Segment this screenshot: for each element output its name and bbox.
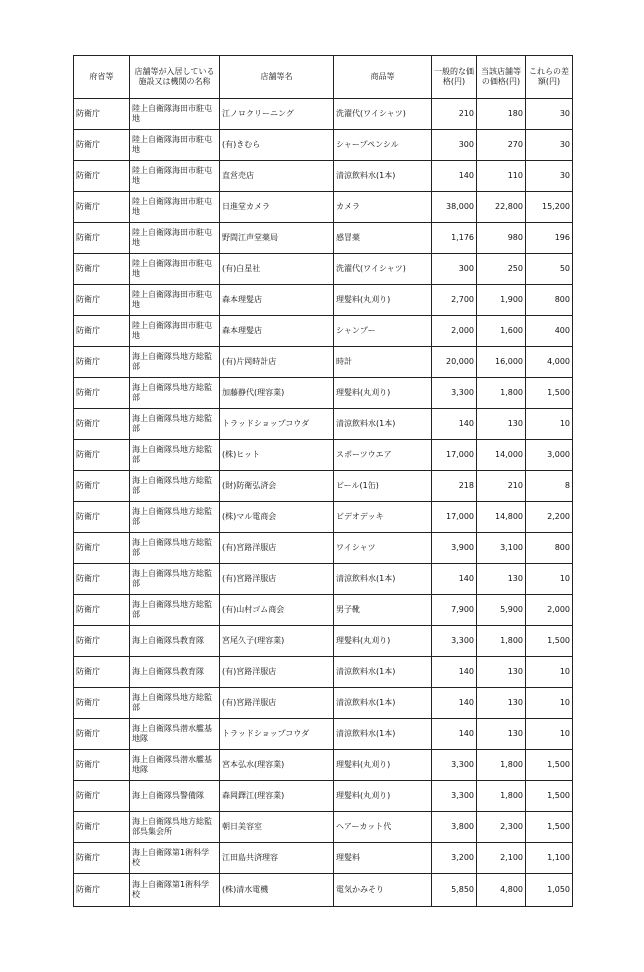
cell-store: 宮尾久子(理容業)	[220, 626, 334, 657]
cell-facility: 海上自衛隊呉警備隊	[130, 781, 220, 812]
cell-product: シャープペンシル	[334, 130, 432, 161]
cell-store-price: 210	[477, 471, 526, 502]
cell-store: (有)宮路洋服店	[220, 564, 334, 595]
table-row	[74, 595, 573, 626]
cell-general-price: 38,000	[432, 192, 477, 223]
cell-facility: 海上自衛隊第1術科学校	[130, 874, 220, 907]
cell-product: 理髪料	[334, 843, 432, 874]
cell-store-price: 16,000	[477, 347, 526, 378]
cell-ministry: 防衛庁	[74, 223, 130, 254]
cell-facility: 海上自衛隊呉地方総監部	[130, 688, 220, 719]
cell-general-price: 3,300	[432, 750, 477, 781]
cell-ministry: 防衛庁	[74, 564, 130, 595]
cell-product: ビール(1缶)	[334, 471, 432, 502]
cell-store: (株)清水電機	[220, 874, 334, 907]
cell-facility: 陸上自衛隊海田市駐屯地	[130, 316, 220, 347]
cell-facility: 海上自衛隊第1術科学校	[130, 843, 220, 874]
cell-store-price: 1,900	[477, 285, 526, 316]
cell-facility: 陸上自衛隊海田市駐屯地	[130, 254, 220, 285]
cell-store: 江田島共済理容	[220, 843, 334, 874]
cell-general-price: 20,000	[432, 347, 477, 378]
cell-facility: 海上自衛隊呉地方総監部	[130, 347, 220, 378]
cell-store: 森岡鐸江(理容業)	[220, 781, 334, 812]
cell-product: ワイシャツ	[334, 533, 432, 564]
cell-ministry: 防衛庁	[74, 316, 130, 347]
cell-store-price: 130	[477, 657, 526, 688]
cell-store-price: 4,800	[477, 874, 526, 907]
cell-store-price: 250	[477, 254, 526, 285]
cell-difference: 196	[526, 223, 573, 254]
table-row	[74, 719, 573, 750]
cell-general-price: 140	[432, 409, 477, 440]
cell-difference: 30	[526, 130, 573, 161]
col-header-store-price: 当該店舗等の価格(円)	[477, 56, 526, 99]
cell-product: 清涼飲料水(1本)	[334, 688, 432, 719]
cell-product: ヘアーカット代	[334, 812, 432, 843]
cell-difference: 1,500	[526, 378, 573, 409]
cell-facility: 海上自衛隊呉潜水艦基地隊	[130, 750, 220, 781]
cell-product: ビデオデッキ	[334, 502, 432, 533]
cell-store-price: 3,100	[477, 533, 526, 564]
cell-store: 森本理髪店	[220, 285, 334, 316]
cell-store-price: 1,800	[477, 750, 526, 781]
cell-difference: 3,000	[526, 440, 573, 471]
table-row	[74, 440, 573, 471]
cell-facility: 海上自衛隊呉地方総監部	[130, 378, 220, 409]
cell-store: (有)宮路洋服店	[220, 688, 334, 719]
table-row	[74, 285, 573, 316]
cell-ministry: 防衛庁	[74, 99, 130, 130]
cell-difference: 10	[526, 409, 573, 440]
cell-difference: 15,200	[526, 192, 573, 223]
cell-store-price: 130	[477, 409, 526, 440]
cell-ministry: 防衛庁	[74, 750, 130, 781]
cell-ministry: 防衛庁	[74, 595, 130, 626]
table-row	[74, 812, 573, 843]
cell-store: 日進堂カメラ	[220, 192, 334, 223]
cell-general-price: 140	[432, 657, 477, 688]
cell-store: (株)ヒット	[220, 440, 334, 471]
cell-ministry: 防衛庁	[74, 192, 130, 223]
cell-store-price: 130	[477, 719, 526, 750]
cell-store: (株)マル電商会	[220, 502, 334, 533]
cell-difference: 1,100	[526, 843, 573, 874]
cell-ministry: 防衛庁	[74, 657, 130, 688]
cell-general-price: 140	[432, 719, 477, 750]
cell-product: 理髪料(丸刈り)	[334, 750, 432, 781]
col-header-ministry: 府省等	[74, 56, 130, 99]
table-row	[74, 347, 573, 378]
table-row	[74, 750, 573, 781]
cell-store: (財)防衛弘済会	[220, 471, 334, 502]
cell-facility: 海上自衛隊呉地方総監部	[130, 533, 220, 564]
cell-product: 感冒薬	[334, 223, 432, 254]
cell-ministry: 防衛庁	[74, 254, 130, 285]
cell-difference: 1,500	[526, 750, 573, 781]
cell-general-price: 140	[432, 688, 477, 719]
cell-store: (有)片岡時計店	[220, 347, 334, 378]
cell-store: 直営売店	[220, 161, 334, 192]
cell-store: (有)きむら	[220, 130, 334, 161]
cell-general-price: 300	[432, 130, 477, 161]
cell-general-price: 3,800	[432, 812, 477, 843]
cell-ministry: 防衛庁	[74, 719, 130, 750]
cell-general-price: 210	[432, 99, 477, 130]
cell-ministry: 防衛庁	[74, 347, 130, 378]
cell-store: (有)山村ゴム商会	[220, 595, 334, 626]
cell-facility: 陸上自衛隊海田市駐屯地	[130, 223, 220, 254]
cell-facility: 海上自衛隊呉地方総監部	[130, 409, 220, 440]
cell-difference: 2,200	[526, 502, 573, 533]
cell-general-price: 5,850	[432, 874, 477, 907]
cell-facility: 陸上自衛隊海田市駐屯地	[130, 161, 220, 192]
cell-facility: 陸上自衛隊海田市駐屯地	[130, 192, 220, 223]
cell-product: 清涼飲料水(1本)	[334, 161, 432, 192]
table-row	[74, 192, 573, 223]
cell-difference: 800	[526, 285, 573, 316]
cell-general-price: 7,900	[432, 595, 477, 626]
cell-difference: 400	[526, 316, 573, 347]
cell-product: 理髪料(丸刈り)	[334, 285, 432, 316]
cell-store-price: 1,800	[477, 378, 526, 409]
cell-product: 理髪料(丸刈り)	[334, 781, 432, 812]
cell-general-price: 140	[432, 564, 477, 595]
cell-product: 洗濯代(ワイシャツ)	[334, 99, 432, 130]
cell-general-price: 3,300	[432, 626, 477, 657]
cell-store-price: 980	[477, 223, 526, 254]
cell-store: トラッドショップコウダ	[220, 719, 334, 750]
cell-product: 男子靴	[334, 595, 432, 626]
cell-product: 洗濯代(ワイシャツ)	[334, 254, 432, 285]
table-row	[74, 223, 573, 254]
cell-ministry: 防衛庁	[74, 285, 130, 316]
cell-store-price: 130	[477, 688, 526, 719]
cell-facility: 陸上自衛隊海田市駐屯地	[130, 99, 220, 130]
cell-product: 清涼飲料水(1本)	[334, 657, 432, 688]
cell-store: 江ノロクリーニング	[220, 99, 334, 130]
cell-general-price: 17,000	[432, 440, 477, 471]
cell-store-price: 270	[477, 130, 526, 161]
cell-facility: 海上自衛隊呉地方総監部呉集会所	[130, 812, 220, 843]
col-header-store: 店舗等名	[220, 56, 334, 99]
cell-general-price: 140	[432, 161, 477, 192]
cell-store: (有)宮路洋服店	[220, 657, 334, 688]
cell-store: 宮本弘水(理容業)	[220, 750, 334, 781]
cell-store-price: 5,900	[477, 595, 526, 626]
cell-store: 朝日美容室	[220, 812, 334, 843]
cell-difference: 800	[526, 533, 573, 564]
cell-store-price: 2,300	[477, 812, 526, 843]
cell-facility: 海上自衛隊呉潜水艦基地隊	[130, 719, 220, 750]
cell-store-price: 14,000	[477, 440, 526, 471]
cell-store-price: 110	[477, 161, 526, 192]
cell-ministry: 防衛庁	[74, 626, 130, 657]
cell-general-price: 3,200	[432, 843, 477, 874]
cell-general-price: 2,700	[432, 285, 477, 316]
cell-store: (有)宮路洋服店	[220, 533, 334, 564]
cell-difference: 1,050	[526, 874, 573, 907]
cell-ministry: 防衛庁	[74, 502, 130, 533]
price-comparison-table	[73, 55, 573, 907]
cell-ministry: 防衛庁	[74, 378, 130, 409]
cell-general-price: 3,300	[432, 378, 477, 409]
cell-facility: 海上自衛隊呉地方総監部	[130, 502, 220, 533]
table-row	[74, 130, 573, 161]
cell-difference: 8	[526, 471, 573, 502]
cell-difference: 30	[526, 99, 573, 130]
cell-difference: 2,000	[526, 595, 573, 626]
cell-difference: 10	[526, 719, 573, 750]
cell-ministry: 防衛庁	[74, 161, 130, 192]
table-row	[74, 688, 573, 719]
table-row	[74, 471, 573, 502]
table-row	[74, 99, 573, 130]
table-row	[74, 781, 573, 812]
cell-product: 理髪料(丸刈り)	[334, 626, 432, 657]
cell-facility: 海上自衛隊呉地方総監部	[130, 595, 220, 626]
table-row	[74, 409, 573, 440]
cell-store-price: 14,800	[477, 502, 526, 533]
cell-store: 加藤静代(理容業)	[220, 378, 334, 409]
col-header-general-price: 一般的な価格(円)	[432, 56, 477, 99]
cell-general-price: 17,000	[432, 502, 477, 533]
cell-general-price: 218	[432, 471, 477, 502]
cell-product: 清涼飲料水(1本)	[334, 564, 432, 595]
cell-facility: 陸上自衛隊海田市駐屯地	[130, 285, 220, 316]
table-row	[74, 502, 573, 533]
cell-product: シャンプー	[334, 316, 432, 347]
cell-difference: 10	[526, 688, 573, 719]
cell-store: (有)白星社	[220, 254, 334, 285]
cell-ministry: 防衛庁	[74, 688, 130, 719]
cell-product: 電気かみそり	[334, 874, 432, 907]
cell-difference: 10	[526, 657, 573, 688]
cell-product: 理髪料(丸刈り)	[334, 378, 432, 409]
col-header-product: 商品等	[334, 56, 432, 99]
table-row	[74, 378, 573, 409]
cell-store: トラッドショップコウダ	[220, 409, 334, 440]
cell-store: 森本理髪店	[220, 316, 334, 347]
cell-store-price: 1,800	[477, 781, 526, 812]
cell-ministry: 防衛庁	[74, 471, 130, 502]
cell-difference: 50	[526, 254, 573, 285]
cell-general-price: 3,300	[432, 781, 477, 812]
cell-product: カメラ	[334, 192, 432, 223]
cell-difference: 4,000	[526, 347, 573, 378]
cell-product: 清涼飲料水(1本)	[334, 409, 432, 440]
cell-facility: 海上自衛隊呉地方総監部	[130, 564, 220, 595]
table-row	[74, 626, 573, 657]
cell-ministry: 防衛庁	[74, 843, 130, 874]
cell-ministry: 防衛庁	[74, 440, 130, 471]
table-row	[74, 874, 573, 907]
cell-difference: 1,500	[526, 781, 573, 812]
cell-facility: 海上自衛隊呉地方総監部	[130, 440, 220, 471]
cell-difference: 30	[526, 161, 573, 192]
table-row	[74, 161, 573, 192]
col-header-difference: これらの差額(円)	[526, 56, 573, 99]
cell-product: 時計	[334, 347, 432, 378]
cell-difference: 1,500	[526, 626, 573, 657]
cell-facility: 海上自衛隊呉地方総監部	[130, 471, 220, 502]
cell-product: 清涼飲料水(1本)	[334, 719, 432, 750]
cell-general-price: 2,000	[432, 316, 477, 347]
table-row	[74, 564, 573, 595]
table-row	[74, 254, 573, 285]
cell-general-price: 300	[432, 254, 477, 285]
cell-store-price: 180	[477, 99, 526, 130]
cell-ministry: 防衛庁	[74, 812, 130, 843]
cell-store-price: 130	[477, 564, 526, 595]
cell-general-price: 3,900	[432, 533, 477, 564]
table-row	[74, 533, 573, 564]
cell-ministry: 防衛庁	[74, 130, 130, 161]
cell-ministry: 防衛庁	[74, 874, 130, 907]
cell-general-price: 1,176	[432, 223, 477, 254]
table-row	[74, 316, 573, 347]
cell-store-price: 1,600	[477, 316, 526, 347]
cell-store: 野間江声堂薬局	[220, 223, 334, 254]
header-row	[74, 56, 573, 99]
cell-difference: 1,500	[526, 812, 573, 843]
cell-store-price: 2,100	[477, 843, 526, 874]
cell-ministry: 防衛庁	[74, 781, 130, 812]
cell-ministry: 防衛庁	[74, 409, 130, 440]
cell-facility: 海上自衛隊呉教育隊	[130, 657, 220, 688]
cell-ministry: 防衛庁	[74, 533, 130, 564]
cell-store-price: 1,800	[477, 626, 526, 657]
cell-difference: 10	[526, 564, 573, 595]
cell-facility: 陸上自衛隊海田市駐屯地	[130, 130, 220, 161]
table-row	[74, 657, 573, 688]
table-row	[74, 843, 573, 874]
cell-store-price: 22,800	[477, 192, 526, 223]
col-header-facility: 店舗等が入居している施設又は機関の名称	[130, 56, 220, 99]
cell-product: スポーツウエア	[334, 440, 432, 471]
cell-facility: 海上自衛隊呉教育隊	[130, 626, 220, 657]
